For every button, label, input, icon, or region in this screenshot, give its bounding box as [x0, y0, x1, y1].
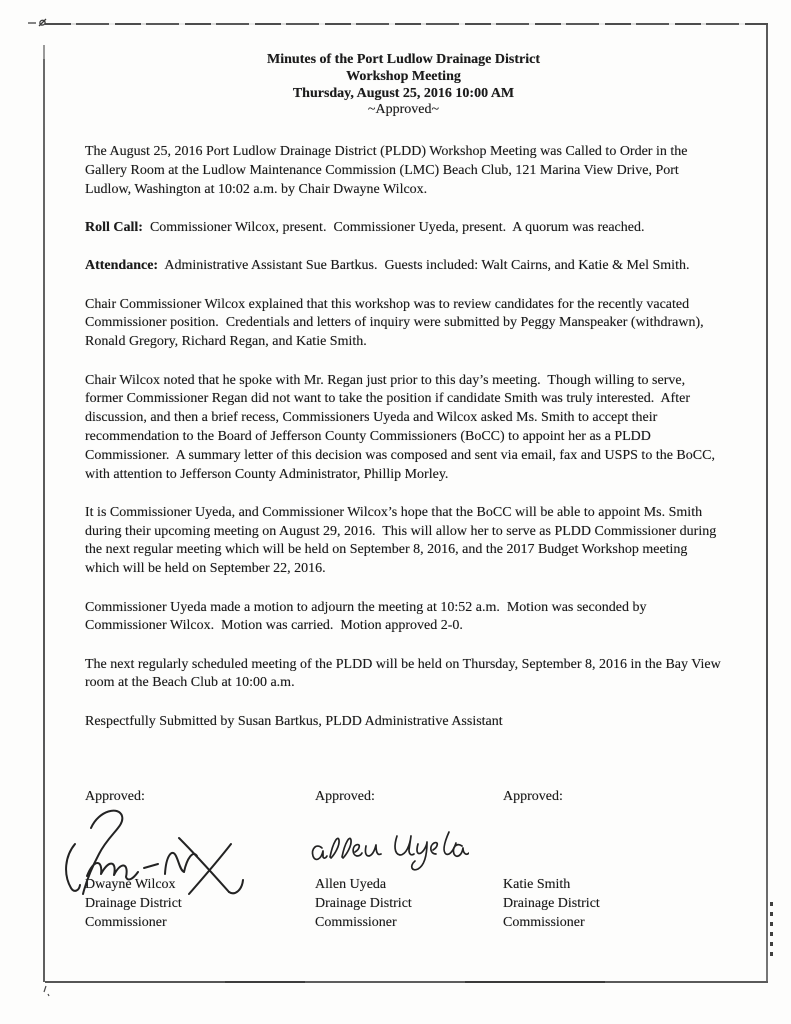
signer-name: Katie Smith: [503, 877, 571, 893]
roll-call-text: Commissioner Wilcox, present. Commissioner Uyeda, present. A quorum was reached.: [142, 220, 645, 236]
signature-column-wilcox: [85, 788, 315, 933]
scan-artifact-topleft: [27, 18, 59, 28]
signer-org: Drainage District: [85, 895, 182, 911]
signer-org: Drainage District: [315, 895, 412, 911]
document-datetime: Thursday, August 25, 2016 10:00 AM: [292, 85, 515, 101]
signer-title: Commissioner: [315, 914, 397, 930]
paragraph-roll-call: [85, 219, 722, 238]
paragraph-candidates: Chair Commissioner Wilcox explained that this workshop was to review candidates for the recently vacated Commissioner position. Credentials and letters of inquiry were submitted by Peggy Manspeaker (withdrawn), Ronald Gregory, Richard Regan, and Katie Smith.: [85, 296, 708, 350]
signer-org: Drainage District: [503, 895, 600, 911]
document-content: [85, 52, 725, 932]
paragraph-regan-discussion: Chair Wilcox noted that he spoke with Mr. Regan just prior to this day’s meeting. Though willing to serve, former Commissioner Regan did not want to take the position if candidate Smith was truly interested. After discussion, and then a brief recess, Commissioners Uyeda and Wilcox asked Ms. Smith to accept their recommendation to the Board of Jefferson County Commissioners (BoCC) to appoint her as a PLDD Commissioner. A summary letter of this decision was composed and sent via email, fax and USPS to the BoCC, with attention to Jefferson County Administrator, Phillip Morley.: [85, 372, 719, 482]
scan-border-bottom: [45, 981, 768, 983]
signature-area-wilcox: [85, 806, 315, 876]
roll-call-label: Roll Call:: [85, 220, 143, 236]
signature-allen-uyeda: [309, 828, 469, 874]
paragraph-bocc-hope: It is Commissioner Uyeda, and Commissioner Wilcox’s hope that the BoCC will be able to appoint Ms. Smith during their upcoming meeting on August 29, 2016. This will allow her to serve as PLDD Commissioner during the next regular meeting which will be held on September 8, 2016, and the 2017 Budget Workshop meeting which will be held on September 22, 2016.: [85, 504, 720, 577]
attendance-label: Attendance:: [85, 258, 159, 274]
document-title-block: [85, 52, 722, 119]
scan-noise-dots: [770, 902, 773, 958]
scan-border-top: [45, 23, 768, 25]
signer-name: Dwayne Wilcox: [85, 877, 176, 893]
document-title: Minutes of the Port Ludlow Drainage District: [267, 52, 540, 67]
signature-section: [85, 788, 722, 933]
approved-label: Approved:: [85, 788, 145, 804]
scan-border-left: [43, 45, 45, 982]
paragraph-next-meeting: The next regularly scheduled meeting of the PLDD will be held on Thursday, September 8, 2016 in the Bay View room at the Beach Club at 10:00 a.m.: [85, 656, 725, 691]
document-subtitle: Workshop Meeting: [346, 68, 461, 84]
signature-column-smith: [503, 788, 722, 933]
approved-label: Approved:: [503, 788, 563, 804]
scan-border-right: [766, 25, 768, 982]
scan-artifact-bottomleft: [42, 985, 54, 999]
signer-title: Commissioner: [503, 914, 585, 930]
signature-area-uyeda: [315, 806, 503, 876]
paragraph-attendance: [85, 257, 722, 276]
signer-name: Allen Uyeda: [315, 877, 387, 893]
signature-column-uyeda: [315, 788, 503, 933]
signature-area-smith-unsigned: [503, 806, 722, 876]
attendance-text: Administrative Assistant Sue Bartkus. Guests included: Walt Cairns, and Katie & Mel Smith.: [158, 258, 690, 274]
approved-label: Approved:: [315, 788, 375, 804]
paragraph-call-to-order: The August 25, 2016 Port Ludlow Drainage District (PLDD) Workshop Meeting was Called to Order in the Gallery Room at the Ludlow Maintenance Commission (LMC) Beach Club, 121 Marina View Drive, Port Ludlow, Washington at 10:02 a.m. by Chair Dwayne Wilcox.: [85, 144, 691, 197]
paragraph-submitted-by: Respectfully Submitted by Susan Bartkus, PLDD Administrative Assistant: [85, 713, 503, 729]
approval-status: ~Approved~: [367, 102, 440, 118]
paragraph-adjournment: Commissioner Uyeda made a motion to adjourn the meeting at 10:52 a.m. Motion was seconded by Commissioner Wilcox. Motion was carried. Motion approved 2-0.: [85, 599, 650, 634]
signer-title: Commissioner: [85, 914, 167, 930]
